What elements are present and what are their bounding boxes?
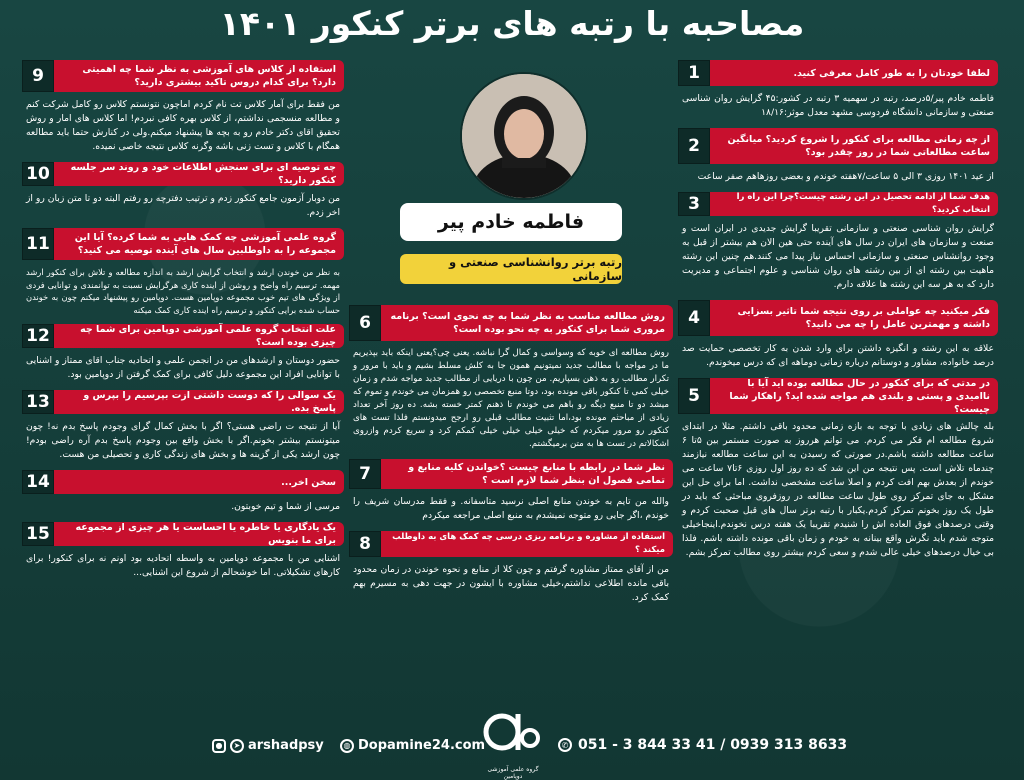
qa-item-3 [678,192,998,292]
question-text: فکر میکنید چه عواملی بر روی نتیجه شما تاثیر بسزایی داشته و مهمترین عامل را چه می دانید؟ [710,300,998,336]
question-number: 1 [678,60,710,86]
answer-text: والله من تایم به خوندن منابع اصلی نرسید متاسفانه. و فقط مدرسان شریف را خوندم ،اگر جایی رو متوجه نمیشدم به منبع اصلی مراجعه میکردم [353,496,669,521]
qa-item-13 [22,390,344,462]
answer-text: بله چالش های زیادی با توجه به بازه زمانی محدود باقی داشتم. مثلا در ابتدای شروع مطالعه ام فکر می کردم. می توانم هرروز به صورت مستمر بین ۵تا ۶ ساعت مطالعه داشته باشم.در صورتی که رسیدن به این ساعت مطالعه نیازمند چندماه تلاش است. پس نتیجه من این شد که ده روز اول روزی ۶تا۷ ساعت می خوندم از بعدش بهم افت کردم و اصلا ساعت مشخصی نداشت. اما برای حل این مشکل به جای تمرکز روی طول ساعت مطالعه در روزفروی مباحثی که باید در طول یک روز بخونم تمرکز کردم.یکبار با رتبه برتر سال های قبل صحبت کردم و وقتی درصدهای فوق العاده اش را شنیدم تقریبا یک هفته درس نخوندم.اینجاخیلی متوجه شدم باید نگرش واقع بینانه به خودم و زمان باقی مونده داشته باشم. فلذا بی خیال درصدهای خیلی عالی شدم و سعی کردم بیشتر روی مطالب تمرکز بشم. [682,421,995,558]
qa-item-8 [349,531,673,605]
question-number: 4 [678,300,710,336]
qa-item-7 [349,459,673,523]
question-text: یک یادگاری یا خاطره یا احساست یا هر چیزی از مجموعه برای ما بنویس [54,522,344,546]
person-portrait-icon [462,74,586,198]
qa-item-14 [22,470,344,514]
question-number: 13 [22,390,54,414]
person-subtitle: رتبه برتر روانشناسی صنعتی و سازمانی [400,254,622,284]
question-text: از چه زمانی مطالعه برای کنکور را شروع کردید؟ میانگین ساعت مطالعاتی شما در روز چقدر بود؟ [710,128,998,164]
answer-text: مرسی از شما و تیم خوبتون. [231,501,340,512]
profile-photo [460,72,588,200]
qa-item-12 [22,324,344,382]
globe-icon: ◍ [340,739,354,753]
logo-caption: گروه علمی آموزشی دوپامین [487,766,539,780]
question-number: 9 [22,60,54,92]
question-text: استفاده از کلاس های آموزشی به نظر شما چه اهمیتی دارد؟ برای کدام دروس تاکید بیشتری دارید؟ [54,60,344,92]
instagram-text: arshadpsy [248,738,324,753]
website-text: Dopamine24.com [358,738,486,753]
right-column [678,60,998,568]
instagram-icon: ● [212,739,226,753]
question-text: چه توصیه ای برای سنجش اطلاعات خود و روند سر جلسه کنکور دارید؟ [54,162,344,186]
question-text: در مدتی که برای کنکور در حال مطالعه بوده اید آیا با ناامیدی و پستی و بلندی هم مواجه شده اید؟ راهکار شما چیست؟ [710,378,998,414]
question-text: لطفا خودتان را به طور کامل معرفی کنید. [710,60,998,86]
left-column [22,60,344,588]
question-text: سخن اخر... [54,470,344,494]
answer-text: اشنایی من با مجموعه دوپامین به واسطه اتحادیه بود اونم نه برای کنکور! برای کارهای تشکیلاتی. اما خوشحالم از شروع این اشنایی... [26,553,340,578]
telegram-icon: ➤ [230,739,244,753]
footer [0,708,1024,780]
qa-item-11 [22,228,344,316]
qa-item-1 [678,60,998,120]
question-text: گروه علمی آموزشی چه کمک هایی به شما کرده؟ آیا این مجموعه را به داوطلبین سال های آینده توصیه می کنید؟ [54,228,344,260]
question-number: 5 [678,378,710,414]
question-number: 7 [349,459,381,489]
instagram-handle[interactable] [212,738,324,753]
qa-item-2 [678,128,998,184]
question-text: روش مطالعه مناسب به نظر شما به چه نحوی است؟ برنامه مروری شما برای کنکور به چه نحو بوده است؟ [381,305,673,341]
phone-text: 051 - 3 844 33 41 / 0939 313 8633 [578,737,848,753]
qa-item-10 [22,162,344,220]
question-text: علت انتخاب گروه علمی آموزشی دوپامین برای شما چه چیزی بوده است؟ [54,324,344,348]
qa-item-9 [22,60,344,154]
phone-numbers[interactable] [558,737,847,753]
answer-text: روش مطالعه ای خوبه که وسواسی و کمال گرا نباشه. یعنی چی؟یعنی اینکه باید بپذیریم ما در مواجه با مطالب جدید نمیتونیم همون جا به کلش مسلط بشیم و باید با مرور و تکرار مطالب رو به ذهن بسپاریم. من چون با دریایی از مطالب جدید مواجه شدم و زمان خیلی کمی تا کنکور باقی مونده بود، دوتا منبع تخصصی رو همزمان می خوندم و تموم که میشد دو تا منبع دیگه رو باهم می خوندم تا ذهنم کمتر خسته بشه. ده روز آخر تعداد زیادی از مباحثم مونده بود،اما تثبیت مطالب قبلی رو ارجح میدونستم فلذا تست های کنکور رو مرور میکردم که خیلی خیلی خیلی خیلی کمکم کرد و سریع کردم وازروی اشکالاتم در تست ها به متن برمیگشتم. [353,348,669,449]
answer-text: من فقط برای آمار کلاس تت نام کردم اماچون نتونستم کلاس رو کامل شرکت کنم و مطالعه منسجمی نداشتم، از کلاس بهره کافی نبردم! اما کلاس های امار و روش تحقیق اقای دکتر خادم رو به بچه ها پیشنهاد میکنم.ولی در کنارش حتما باید مطالعه همگام با کلاس و تست زنی باشه وگرنه کلاس نتیجه خاصی نمیده. [26,99,340,152]
answer-text: از عید ۱۴۰۱ روزی ۳ الی ۵ ساعت/۷هفته خوندم و بعضی روزهاهم صفر ساعت [697,171,994,182]
question-number: 12 [22,324,54,348]
question-text: نظر شما در رابطه با منابع چیست ؟خواندن کلیه منابع و تمامی فصول ان بنظر شما لازم است ؟ [381,459,673,489]
answer-text: من دوبار آزمون جامع کنکور زدم و ترتیب دفترچه رو رفتم البته دو تا متن زبان رو از اخر زدم. [26,193,340,218]
question-text: استفاده از مشاوره و برنامه ریزی درسی چه کمک های به داوطلب میکند ؟ [381,531,673,557]
answer-text: حضور دوستان و ارشدهای من در انجمن علمی و اتحادیه جناب اقای ممتاز و اشنایی با توانایی افراد این مجموعه دلیل کافی برای کمک گرفتن از دوپامین بود. [26,355,340,380]
answer-text: فاطمه خادم پیر/۵درصد، رتبه در سهمیه ۳ رتبه در کشور:۴۵ گرایش روان شناسی صنعتی و سازمانی دانشگاه فردوسی مشهد معدل موثر:۱۸/۱۶ [682,93,994,118]
qa-item-5 [678,378,998,560]
dopamine-logo-icon [478,708,548,762]
phone-icon: ✆ [558,738,572,752]
question-number: 6 [349,305,381,341]
question-number: 14 [22,470,54,494]
question-number: 8 [349,531,381,557]
middle-column [349,305,673,613]
answer-text: به نظر من خوندن ارشد و انتخاب گرایش ارشد به اندازه مطالعه و تلاش برای کنکور ارشد مهمه. ترسیم راه واضح و روشن از اینده کاری هرگرایش نسبت به توانمندی و توانایی فردی از ویژگی های تیم خوب مجموعه دوپامین هست. دوپامین رو پیشنهاد میکنم چون به خوندن حساب شده برایی کنکور و ترسیم راه اینده کاری کمک میکنه [26,267,340,315]
question-text: یک سوالی را که دوست داشتی ازت بپرسیم را بپرس و پاسخ بده. [54,390,344,414]
dopamine-logo [478,708,548,780]
answer-text: گرایش روان شناسی صنعتی و سازمانی تقریبا گرایش جدیدی در ایران است و صنعت و سازمان های ایران در سال های آینده حتی هین الان هم بیشتر از قبل به وجود روانشناس صنعتی و سازمانی احساس نیاز پیدا می کنند.هم چنین این رشته ماهیت بین رشته ای از بین رشته های روان شناسی و علوم اجتماعی و مدیریت دارد که به هر سه این رشته ها علاقه دارم. [682,223,994,290]
question-number: 15 [22,522,54,546]
answer-text: آیا از نتیجه ت راضی هستی؟ اگر با بخش کمال گرای وجودم پاسخ بدم نه! چون میتونستم بیشتر بخونم.اگر با بخش واقع بین وجودم پاسخ بدم آره راضی بودم! چون ارشد یکی از گزینه ها و بخش های زندگی کاری و تحصیلی من هست. [26,421,340,460]
question-number: 11 [22,228,54,260]
question-text: هدف شما از ادامه تحصیل در این رشته چیست؟چرا این راه را انتخاب کردید؟ [710,192,998,216]
page-title: مصاحبه با رتبه های برتر کنکور ۱۴۰۱ [219,3,805,43]
qa-item-15 [22,522,344,580]
question-number: 3 [678,192,710,216]
qa-item-4 [678,300,998,370]
person-name: فاطمه خادم پیر [400,203,622,241]
qa-item-6 [349,305,673,451]
website-link[interactable] [340,738,485,753]
question-number: 10 [22,162,54,186]
answer-text: علاقه به این رشته و انگیزه داشتن برای وارد شدن به کار تخصصی حمایت صد درصد خانواده، مشاور و دوستانم درباره زمانی دوماهه ای که درس میخوندم. [682,343,994,368]
answer-text: من از آقای ممتاز مشاوره گرفتم و چون کلا از منابع و نحوه خوندن در زمان محدود باقی مانده اطلاعی نداشتم،خیلی مشاوره با ایشون در جهت دهی به مسیرم بهم کمک کرد. [353,564,669,603]
question-number: 2 [678,128,710,164]
